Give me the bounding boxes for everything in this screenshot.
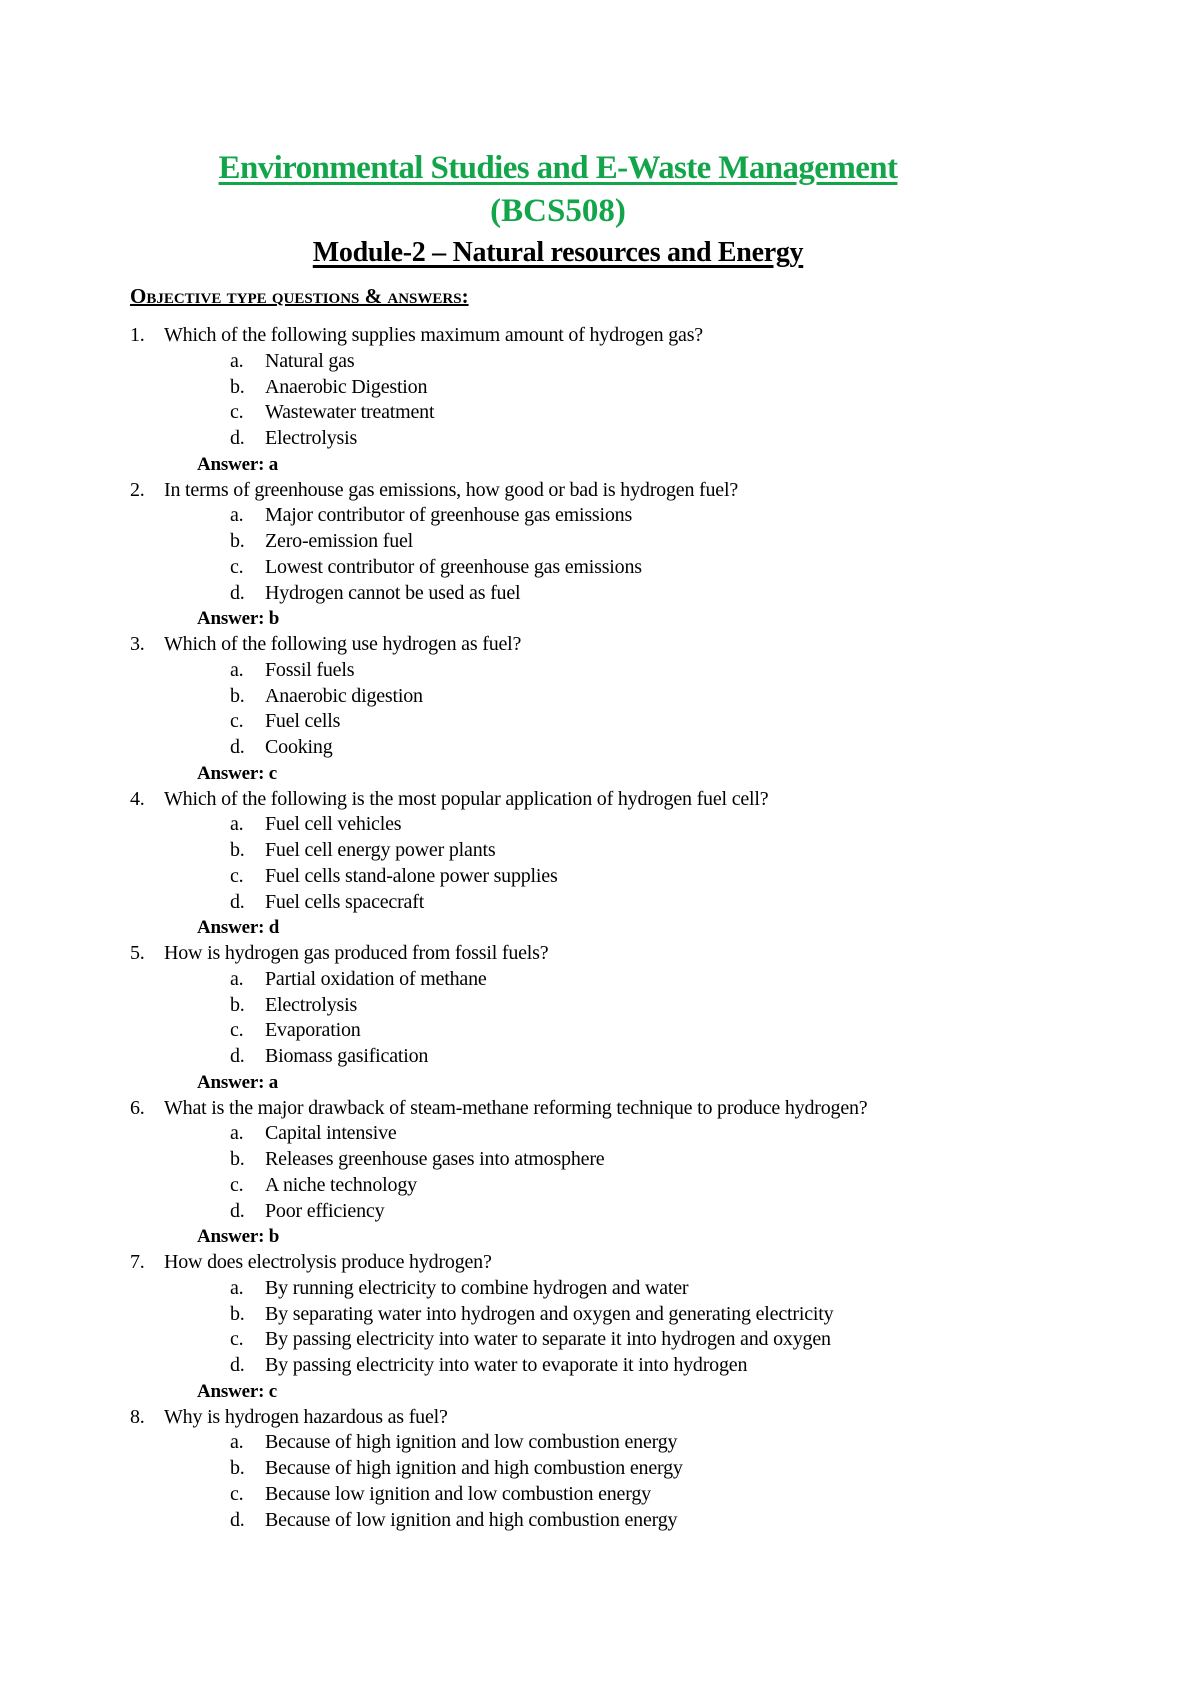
option-letter: b. bbox=[230, 1148, 245, 1170]
question-text: How is hydrogen gas produced from fossil fuels? bbox=[164, 942, 549, 964]
option-item bbox=[0, 967, 1200, 993]
option-letter: d. bbox=[230, 427, 245, 449]
option-text: Major contributor of greenhouse gas emissions bbox=[265, 504, 633, 527]
option-text: Electrolysis bbox=[265, 427, 358, 449]
option-letter: d. bbox=[230, 1354, 245, 1376]
option-item bbox=[0, 1456, 1200, 1482]
option-item bbox=[0, 529, 1200, 555]
option-item bbox=[0, 1018, 1200, 1044]
answer-line bbox=[0, 1070, 1200, 1096]
answer-text: Answer: b bbox=[197, 608, 280, 630]
option-text: Fuel cells spacecraft bbox=[265, 890, 425, 913]
option-letter: a. bbox=[230, 813, 244, 836]
option-letter: c. bbox=[230, 1019, 244, 1042]
answer-text: Answer: c bbox=[197, 762, 277, 784]
question-text: Which of the following is the most popular application of hydrogen fuel cell? bbox=[164, 787, 769, 810]
question-text: Why is hydrogen hazardous as fuel? bbox=[164, 1405, 448, 1428]
option-letter: c. bbox=[230, 555, 244, 578]
option-text: Capital intensive bbox=[265, 1122, 397, 1145]
option-text: By running electricity to combine hydrogen and water bbox=[265, 1276, 689, 1299]
option-letter: a. bbox=[230, 658, 244, 681]
option-letter: b. bbox=[230, 684, 245, 707]
option-letter: b. bbox=[230, 530, 245, 552]
question-item bbox=[0, 478, 1200, 504]
question-item bbox=[0, 787, 1200, 813]
question-item bbox=[0, 1096, 1200, 1122]
option-item bbox=[0, 709, 1200, 735]
option-text: Fuel cell energy power plants bbox=[265, 839, 496, 861]
option-text: Lowest contributor of greenhouse gas emissions bbox=[265, 555, 642, 578]
option-item bbox=[0, 890, 1200, 916]
option-letter: c. bbox=[230, 1173, 244, 1196]
option-text: Anaerobic digestion bbox=[265, 684, 423, 707]
question-item bbox=[0, 1405, 1200, 1431]
option-letter: b. bbox=[230, 375, 245, 398]
option-text: Wastewater treatment bbox=[265, 401, 435, 424]
option-text: By passing electricity into water to separate it into hydrogen and oxygen bbox=[265, 1328, 831, 1351]
question-text: Which of the following supplies maximum amount of hydrogen gas? bbox=[164, 324, 703, 346]
answer-line bbox=[0, 606, 1200, 632]
option-item bbox=[0, 503, 1200, 529]
option-letter: d. bbox=[230, 1045, 245, 1067]
option-text: Because low ignition and low combustion energy bbox=[265, 1482, 651, 1505]
option-item bbox=[0, 993, 1200, 1019]
option-letter: a. bbox=[230, 1122, 244, 1145]
question-number: 7. bbox=[130, 1251, 145, 1273]
option-letter: c. bbox=[230, 864, 244, 887]
question-text: In terms of greenhouse gas emissions, how good or bad is hydrogen fuel? bbox=[164, 478, 739, 501]
option-text: Natural gas bbox=[265, 349, 355, 372]
answer-line bbox=[0, 452, 1200, 478]
option-text: Partial oxidation of methane bbox=[265, 967, 487, 990]
option-item bbox=[0, 1276, 1200, 1302]
question-number: 4. bbox=[130, 787, 145, 810]
option-item bbox=[0, 1173, 1200, 1199]
option-item bbox=[0, 735, 1200, 761]
option-text: Hydrogen cannot be used as fuel bbox=[265, 581, 521, 604]
answer-text: Answer: a bbox=[197, 453, 279, 475]
question-number: 3. bbox=[130, 633, 145, 655]
option-text: Zero-emission fuel bbox=[265, 530, 414, 552]
option-item bbox=[0, 812, 1200, 838]
option-text: A niche technology bbox=[265, 1173, 417, 1196]
answer-line bbox=[0, 915, 1200, 941]
option-letter: c. bbox=[230, 1328, 244, 1351]
option-item bbox=[0, 1327, 1200, 1353]
option-letter: b. bbox=[230, 1457, 245, 1479]
question-number: 5. bbox=[130, 942, 145, 964]
option-text: Electrolysis bbox=[265, 993, 358, 1016]
option-letter: d. bbox=[230, 1199, 245, 1222]
option-letter: d. bbox=[230, 1508, 245, 1531]
option-item bbox=[0, 375, 1200, 401]
option-item bbox=[0, 1353, 1200, 1379]
option-text: Poor efficiency bbox=[265, 1199, 385, 1222]
question-item bbox=[0, 941, 1200, 967]
option-item bbox=[0, 1199, 1200, 1225]
question-text: Which of the following use hydrogen as fuel? bbox=[164, 633, 522, 655]
option-text: Fuel cells bbox=[265, 710, 341, 733]
option-text: Fuel cell vehicles bbox=[265, 813, 402, 836]
question-item bbox=[0, 323, 1200, 349]
option-item bbox=[0, 838, 1200, 864]
option-text: Because of high ignition and low combustion energy bbox=[265, 1431, 678, 1454]
option-text: Cooking bbox=[265, 736, 333, 758]
option-letter: a. bbox=[230, 967, 244, 990]
question-number: 2. bbox=[130, 478, 145, 501]
section-heading: Objective type questions & answers: bbox=[130, 284, 469, 308]
option-text: Because of high ignition and high combustion energy bbox=[265, 1457, 683, 1479]
answer-text: Answer: d bbox=[197, 917, 280, 939]
option-letter: b. bbox=[230, 839, 245, 861]
option-letter: a. bbox=[230, 504, 244, 527]
option-text: Because of low ignition and high combustion energy bbox=[265, 1508, 678, 1531]
answer-line bbox=[0, 1224, 1200, 1250]
option-letter: d. bbox=[230, 581, 245, 604]
option-text: By separating water into hydrogen and oxygen and generating electricity bbox=[265, 1302, 834, 1325]
option-text: Fuel cells stand-alone power supplies bbox=[265, 864, 558, 887]
option-item bbox=[0, 1302, 1200, 1328]
option-item bbox=[0, 1482, 1200, 1508]
answer-text: Answer: a bbox=[197, 1071, 279, 1093]
answer-text: Answer: c bbox=[197, 1380, 277, 1402]
question-text: What is the major drawback of steam-methane reforming technique to produce hydrogen? bbox=[164, 1096, 868, 1119]
option-text: By passing electricity into water to evaporate it into hydrogen bbox=[265, 1354, 748, 1376]
question-list bbox=[0, 323, 1200, 1533]
option-item bbox=[0, 1044, 1200, 1070]
option-letter: b. bbox=[230, 1302, 245, 1325]
option-item bbox=[0, 555, 1200, 581]
option-item bbox=[0, 349, 1200, 375]
option-item bbox=[0, 426, 1200, 452]
answer-text: Answer: b bbox=[197, 1226, 280, 1248]
option-item bbox=[0, 684, 1200, 710]
option-item bbox=[0, 658, 1200, 684]
option-letter: a. bbox=[230, 349, 244, 372]
option-letter: d. bbox=[230, 736, 245, 758]
option-letter: a. bbox=[230, 1431, 244, 1454]
option-letter: b. bbox=[230, 993, 245, 1016]
question-number: 6. bbox=[130, 1096, 145, 1119]
option-text: Biomass gasification bbox=[265, 1045, 429, 1067]
document-title: Environmental Studies and E-Waste Management bbox=[218, 150, 898, 186]
option-item bbox=[0, 400, 1200, 426]
option-letter: c. bbox=[230, 1482, 244, 1505]
question-number: 8. bbox=[130, 1405, 145, 1428]
question-item bbox=[0, 1250, 1200, 1276]
option-item bbox=[0, 1147, 1200, 1173]
option-text: Evaporation bbox=[265, 1019, 361, 1042]
option-letter: d. bbox=[230, 890, 245, 913]
answer-line bbox=[0, 1379, 1200, 1405]
option-letter: a. bbox=[230, 1276, 244, 1299]
option-item bbox=[0, 864, 1200, 890]
module-heading: Module-2 – Natural resources and Energy bbox=[312, 237, 804, 268]
question-text: How does electrolysis produce hydrogen? bbox=[164, 1251, 492, 1273]
option-text: Releases greenhouse gases into atmosphere bbox=[265, 1148, 605, 1170]
option-text: Anaerobic Digestion bbox=[265, 375, 428, 398]
option-letter: c. bbox=[230, 401, 244, 424]
question-number: 1. bbox=[130, 324, 145, 346]
option-item bbox=[0, 1430, 1200, 1456]
question-item bbox=[0, 632, 1200, 658]
answer-line bbox=[0, 761, 1200, 787]
option-item bbox=[0, 581, 1200, 607]
option-item bbox=[0, 1121, 1200, 1147]
option-letter: c. bbox=[230, 710, 244, 733]
option-item bbox=[0, 1508, 1200, 1534]
course-code: (BCS508) bbox=[490, 193, 626, 229]
option-text: Fossil fuels bbox=[265, 658, 355, 681]
